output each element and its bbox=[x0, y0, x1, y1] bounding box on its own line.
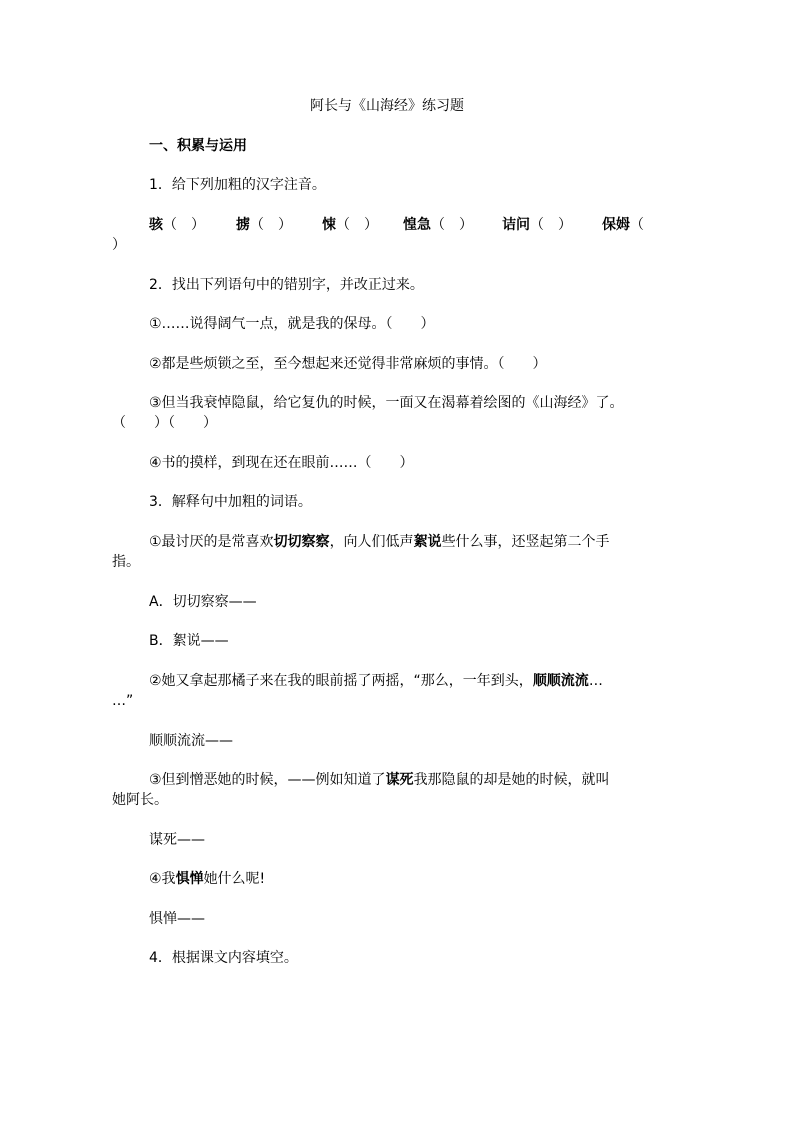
q3-sentence-1-wrap: 指。 bbox=[112, 554, 140, 570]
q3-answer-3: 谋死—— bbox=[149, 832, 205, 848]
q3-sentence-1: ①最讨厌的是常喜欢切切察察，向人们低声絮说些什么事，还竖起第二个手 bbox=[149, 534, 610, 550]
q3-prompt: 3．解释句中加粗的词语。 bbox=[149, 494, 312, 510]
q3-answer-b: B．絮说—— bbox=[149, 633, 229, 649]
q3-sentence-4: ④我惧惮她什么呢! bbox=[149, 871, 266, 887]
q1-wrap: ） bbox=[112, 237, 126, 253]
q3-sentence-2-wrap: …” bbox=[112, 693, 134, 709]
q3-sentence-3: ③但到憎恶她的时候，——例如知道了谋死我那隐鼠的却是她的时候，就叫 bbox=[149, 772, 610, 788]
q1-item: 保姆（ bbox=[602, 217, 644, 233]
q3-answer-a: A．切切察察—— bbox=[149, 594, 257, 610]
q2-prompt: 2．找出下列语句中的错别字，并改正过来。 bbox=[149, 277, 424, 293]
q2-sentence-2: ②都是些烦锁之至，至今想起来还觉得非常麻烦的事情。（ ） bbox=[149, 356, 547, 372]
q3-answer-2: 顺顺流流—— bbox=[149, 733, 233, 749]
q4-prompt: 4．根据课文内容填空。 bbox=[149, 950, 298, 966]
q3-sentence-2: ②她又拿起那橘子来在我的眼前摇了两摇，“那么，一年到头，顺顺流流… bbox=[149, 673, 603, 689]
q2-sentence-3: ③但当我衰悼隐鼠，给它复仇的时候，一面又在渴幕着绘图的《山海经》了。 bbox=[149, 395, 624, 411]
q1-item: 悚（ ） bbox=[322, 217, 378, 233]
q1-item: 惶急（ ） bbox=[403, 217, 473, 233]
q2-sentence-1: ①……说得阔气一点，就是我的保母。（ ） bbox=[149, 316, 435, 332]
q3-answer-4: 惧惮—— bbox=[149, 911, 205, 927]
q2-sentence-4: ④书的摸样，到现在还在眼前……（ ） bbox=[149, 455, 414, 471]
q3-sentence-3-wrap: 她阿长。 bbox=[112, 792, 168, 808]
q2-sentence-3-wrap: （ ）（ ） bbox=[112, 415, 217, 431]
q1-prompt: 1．给下列加粗的汉字注音。 bbox=[149, 177, 326, 193]
q1-item: 诘问（ ） bbox=[502, 217, 572, 233]
q1-item: 掳（ ） bbox=[236, 217, 292, 233]
section-heading: 一、积累与运用 bbox=[149, 138, 247, 154]
page-title: 阿长与《山海经》练习题 bbox=[310, 98, 464, 114]
q1-item: 骇（ ） bbox=[149, 217, 205, 233]
